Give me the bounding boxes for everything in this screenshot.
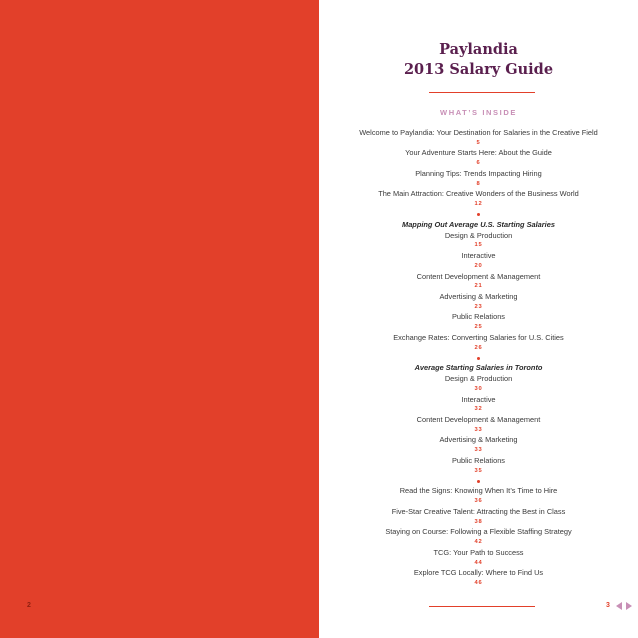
toc-entry[interactable] bbox=[319, 148, 638, 168]
toc-entry-title: Welcome to Paylandia: Your Destination for Salaries in the Creative Field bbox=[359, 128, 598, 137]
toc-entry-page: 26 bbox=[474, 344, 483, 351]
toc-entry-title: Your Adventure Starts Here: About the Guide bbox=[405, 148, 552, 158]
toc-entry[interactable] bbox=[319, 333, 638, 353]
toc-entry-title: TCG: Your Path to Success bbox=[433, 547, 524, 557]
toc-entry[interactable] bbox=[319, 527, 638, 547]
toc-entry-page: 35 bbox=[474, 467, 483, 474]
toc-entry-title: Explore TCG Locally: Where to Find Us bbox=[413, 568, 544, 578]
toc-entry-page: 6 bbox=[476, 160, 481, 167]
table-of-contents bbox=[319, 128, 638, 589]
toc-entry-page: 33 bbox=[474, 426, 483, 433]
page-number-left: 2 bbox=[27, 602, 31, 609]
right-page bbox=[319, 0, 638, 638]
toc-entry-title: Content Development & Management bbox=[416, 415, 541, 424]
page-number-right: 3 bbox=[606, 602, 610, 609]
toc-section-heading bbox=[319, 363, 638, 374]
toc-entry-title: Read the Signs: Knowing When It’s Time to Hire bbox=[399, 486, 558, 496]
toc-entry-page: 23 bbox=[474, 303, 483, 310]
toc-entry-title: Exchange Rates: Converting Salaries for U.S. Cities bbox=[393, 332, 564, 342]
toc-entry-page: 36 bbox=[474, 498, 483, 505]
toc-entry[interactable] bbox=[319, 486, 638, 506]
toc-entry[interactable] bbox=[319, 312, 638, 332]
toc-entry-title: The Main Attraction: Creative Wonders of the Business World bbox=[378, 189, 579, 199]
next-page-icon[interactable] bbox=[626, 602, 632, 610]
toc-entry[interactable] bbox=[319, 189, 638, 209]
guide-title: Paylandia bbox=[439, 41, 518, 58]
toc-entry[interactable] bbox=[319, 292, 638, 312]
toc-entry-title: Public Relations bbox=[452, 312, 505, 322]
toc-entry-page: 25 bbox=[474, 324, 483, 331]
toc-entry-title: Staying on Course: Following a Flexible Staffing Strategy bbox=[385, 527, 572, 537]
toc-entry-page: 38 bbox=[474, 518, 483, 525]
section-divider-dot bbox=[477, 357, 480, 360]
toc-entry-title: Advertising & Marketing bbox=[439, 291, 518, 301]
toc-entry-page: 15 bbox=[474, 242, 483, 249]
toc-entry-title: Design & Production bbox=[444, 230, 513, 240]
toc-entry-page: 30 bbox=[474, 385, 483, 392]
toc-entry[interactable] bbox=[319, 128, 638, 148]
toc-entry-title: Interactive bbox=[461, 251, 496, 261]
toc-entry-title: Advertising & Marketing bbox=[439, 435, 518, 445]
toc-entry[interactable] bbox=[319, 568, 638, 588]
guide-subtitle: 2013 Salary Guide bbox=[403, 61, 554, 78]
section-divider-dot bbox=[477, 480, 480, 483]
toc-entry[interactable] bbox=[319, 507, 638, 527]
toc-entry-page: 12 bbox=[474, 201, 483, 208]
toc-entry[interactable] bbox=[319, 231, 638, 251]
footer-rule bbox=[429, 606, 535, 607]
toc-entry-page: 8 bbox=[476, 180, 481, 187]
toc-entry-page: 33 bbox=[474, 447, 483, 454]
title-rule bbox=[429, 92, 535, 93]
toc-entry[interactable] bbox=[319, 456, 638, 476]
toc-entry[interactable] bbox=[319, 435, 638, 455]
toc-entry-title: Five-Star Creative Talent: Attracting the Best in Class bbox=[391, 506, 566, 516]
toc-entry[interactable] bbox=[319, 395, 638, 415]
toc-entry[interactable] bbox=[319, 548, 638, 568]
toc-entry[interactable] bbox=[319, 374, 638, 394]
toc-entry-page: 42 bbox=[474, 539, 483, 546]
toc-entry-page: 32 bbox=[474, 406, 483, 413]
toc-entry-title: Public Relations bbox=[452, 455, 505, 465]
toc-entry-title: Design & Production bbox=[444, 374, 513, 384]
toc-entry-page: 5 bbox=[476, 139, 481, 146]
toc-entry-title: Average Starting Salaries in Toronto bbox=[414, 363, 543, 373]
prev-page-icon[interactable] bbox=[616, 602, 622, 610]
toc-entry-page: 21 bbox=[474, 283, 483, 290]
toc-entry-page: 46 bbox=[474, 579, 483, 586]
toc-entry-page: 20 bbox=[474, 262, 483, 269]
section-heading: WHAT’S INSIDE bbox=[440, 108, 517, 117]
toc-entry[interactable] bbox=[319, 169, 638, 189]
toc-section-heading bbox=[319, 220, 638, 231]
toc-entry[interactable] bbox=[319, 415, 638, 435]
toc-entry-title: Mapping Out Average U.S. Starting Salaries bbox=[402, 219, 555, 229]
toc-entry-title: Interactive bbox=[461, 394, 496, 404]
toc-entry-page: 44 bbox=[474, 559, 483, 566]
section-divider-dot bbox=[477, 213, 480, 216]
toc-entry[interactable] bbox=[319, 251, 638, 271]
toc-entry-title: Planning Tips: Trends Impacting Hiring bbox=[415, 168, 542, 178]
toc-entry-title: Content Development & Management bbox=[416, 271, 541, 281]
toc-entry[interactable] bbox=[319, 272, 638, 292]
